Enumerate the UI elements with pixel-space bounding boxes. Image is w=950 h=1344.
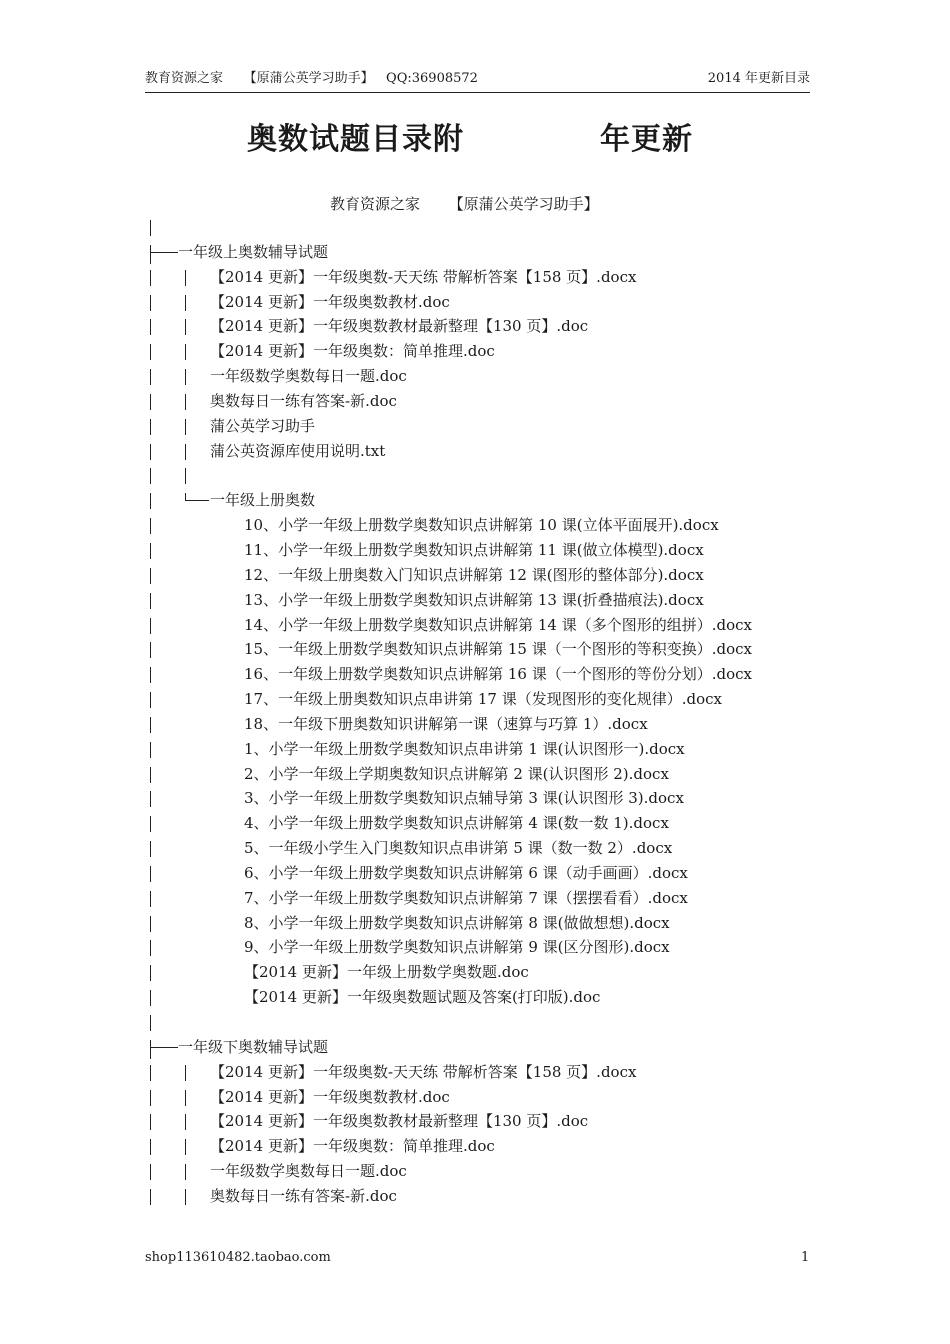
header-right-text: 2014 年更新目录 <box>707 71 810 86</box>
folder-label: 一年级下奥数辅导试题 <box>178 1037 329 1056</box>
file-row <box>148 687 848 712</box>
file-label: 2、小学一年级上学期奥数知识点讲解第 2 课(认识图形 2).docx <box>244 764 669 783</box>
header-left-text: 教育资源之家 【原蒲公英学习助手】 QQ:36908572 <box>145 71 478 86</box>
file-label: 【2014 更新】一年级上册数学奥数题.doc <box>244 963 529 982</box>
file-label: 9、小学一年级上册数学奥数知识点讲解第 9 课(区分图形).docx <box>244 938 670 957</box>
file-row <box>148 1060 848 1085</box>
file-label: 4、小学一年级上册数学奥数知识点讲解第 4 课(数一数 1).docx <box>244 814 669 833</box>
file-label: 7、小学一年级上册数学奥数知识点讲解第 7 课（摆摆看看）.docx <box>244 888 688 907</box>
file-row <box>148 1109 848 1134</box>
file-row <box>148 563 848 588</box>
file-row <box>148 1134 848 1159</box>
file-row <box>148 389 848 414</box>
file-label: 奥数每日一练有答案-新.doc <box>210 391 397 410</box>
subfolder-label: 一年级上册奥数 <box>210 491 316 510</box>
file-row <box>148 290 848 315</box>
file-row <box>148 712 848 737</box>
tree-spacer <box>148 215 848 240</box>
file-label: 【2014 更新】一年级奥数-天天练 带解析答案【158 页】.docx <box>210 1062 637 1081</box>
file-label: 奥数每日一练有答案-新.doc <box>210 1186 397 1205</box>
file-label: 【2014 更新】一年级奥数：简单推理.doc <box>210 1137 495 1156</box>
file-row <box>148 985 848 1010</box>
file-label: 3、小学一年级上册数学奥数知识点辅导第 3 课(认识图形 3).docx <box>244 789 684 808</box>
file-row <box>148 935 848 960</box>
file-label: 10、小学一年级上册数学奥数知识点讲解第 10 课(立体平面展开).docx <box>244 516 719 535</box>
page-number: 1 <box>801 1250 810 1265</box>
file-label: 【2014 更新】一年级奥数题试题及答案(打印版).doc <box>244 988 601 1007</box>
file-row <box>148 1184 848 1209</box>
file-row <box>148 314 848 339</box>
file-label: 【2014 更新】一年级奥数-天天练 带解析答案【158 页】.docx <box>210 267 637 286</box>
file-row <box>148 786 848 811</box>
file-row <box>148 637 848 662</box>
page-subtitle: 教育资源之家 【原蒲公英学习助手】 <box>330 195 599 213</box>
file-row <box>148 886 848 911</box>
file-row <box>148 960 848 985</box>
footer-shop-url: shop113610482.taobao.com <box>145 1250 331 1265</box>
file-label: 13、小学一年级上册数学奥数知识点讲解第 13 课(折叠描痕法).docx <box>244 590 704 609</box>
file-label: 【2014 更新】一年级奥数教材最新整理【130 页】.doc <box>210 1112 589 1131</box>
file-row <box>148 836 848 861</box>
file-row <box>148 737 848 762</box>
file-label: 蒲公英学习助手 <box>210 416 316 435</box>
file-label: 17、一年级上册奥数知识点串讲第 17 课（发现图形的变化规律）.docx <box>244 690 722 709</box>
file-label: 【2014 更新】一年级奥数教材最新整理【130 页】.doc <box>210 317 589 336</box>
file-row <box>148 613 848 638</box>
tree-spacer <box>148 463 848 488</box>
file-row <box>148 513 848 538</box>
subfolder-row <box>148 488 848 513</box>
folder-row <box>148 240 848 265</box>
page-title: 奥数试题目录附 <box>247 122 464 157</box>
file-label: 8、小学一年级上册数学奥数知识点讲解第 8 课(做做想想).docx <box>244 913 670 932</box>
file-label: 一年级数学奥数每日一题.doc <box>210 1162 407 1181</box>
file-label: 14、小学一年级上册数学奥数知识点讲解第 14 课（多个图形的组拼）.docx <box>244 615 752 634</box>
file-row <box>148 861 848 886</box>
file-label: 15、一年级上册数学奥数知识点讲解第 15 课（一个图形的等积变换）.docx <box>244 640 752 659</box>
file-label: 【2014 更新】一年级奥数：简单推理.doc <box>210 342 495 361</box>
file-row <box>148 1159 848 1184</box>
file-label: 6、小学一年级上册数学奥数知识点讲解第 6 课（动手画画）.docx <box>244 863 688 882</box>
folder-row <box>148 1035 848 1060</box>
file-label: 5、一年级小学生入门奥数知识点串讲第 5 课（数一数 2）.docx <box>244 839 673 858</box>
file-label: 12、一年级上册奥数入门知识点讲解第 12 课(图形的整体部分).docx <box>244 565 704 584</box>
tree-spacer <box>148 1010 848 1035</box>
file-label: 16、一年级上册数学奥数知识点讲解第 16 课（一个图形的等份分划）.docx <box>244 665 752 684</box>
file-label: 蒲公英资源库使用说明.txt <box>210 441 386 460</box>
file-label: 1、小学一年级上册数学奥数知识点串讲第 1 课(认识图形一).docx <box>244 739 685 758</box>
file-label: 【2014 更新】一年级奥数教材.doc <box>210 1087 450 1106</box>
file-row <box>148 439 848 464</box>
file-label: 11、小学一年级上册数学奥数知识点讲解第 11 课(做立体模型).docx <box>244 540 704 559</box>
page-title-year: 年更新 <box>600 122 693 157</box>
file-row <box>148 339 848 364</box>
file-row <box>148 762 848 787</box>
file-row <box>148 364 848 389</box>
file-row <box>148 588 848 613</box>
file-row <box>148 414 848 439</box>
page-header <box>145 70 810 93</box>
file-row <box>148 811 848 836</box>
directory-tree <box>148 215 848 1209</box>
file-label: 18、一年级下册奥数知识讲解第一课（速算与巧算 1）.docx <box>244 714 648 733</box>
file-row <box>148 265 848 290</box>
file-row <box>148 538 848 563</box>
file-label: 【2014 更新】一年级奥数教材.doc <box>210 292 450 311</box>
folder-label: 一年级上奥数辅导试题 <box>178 242 329 261</box>
file-row <box>148 911 848 936</box>
file-label: 一年级数学奥数每日一题.doc <box>210 367 407 386</box>
file-row <box>148 662 848 687</box>
file-row <box>148 1085 848 1110</box>
